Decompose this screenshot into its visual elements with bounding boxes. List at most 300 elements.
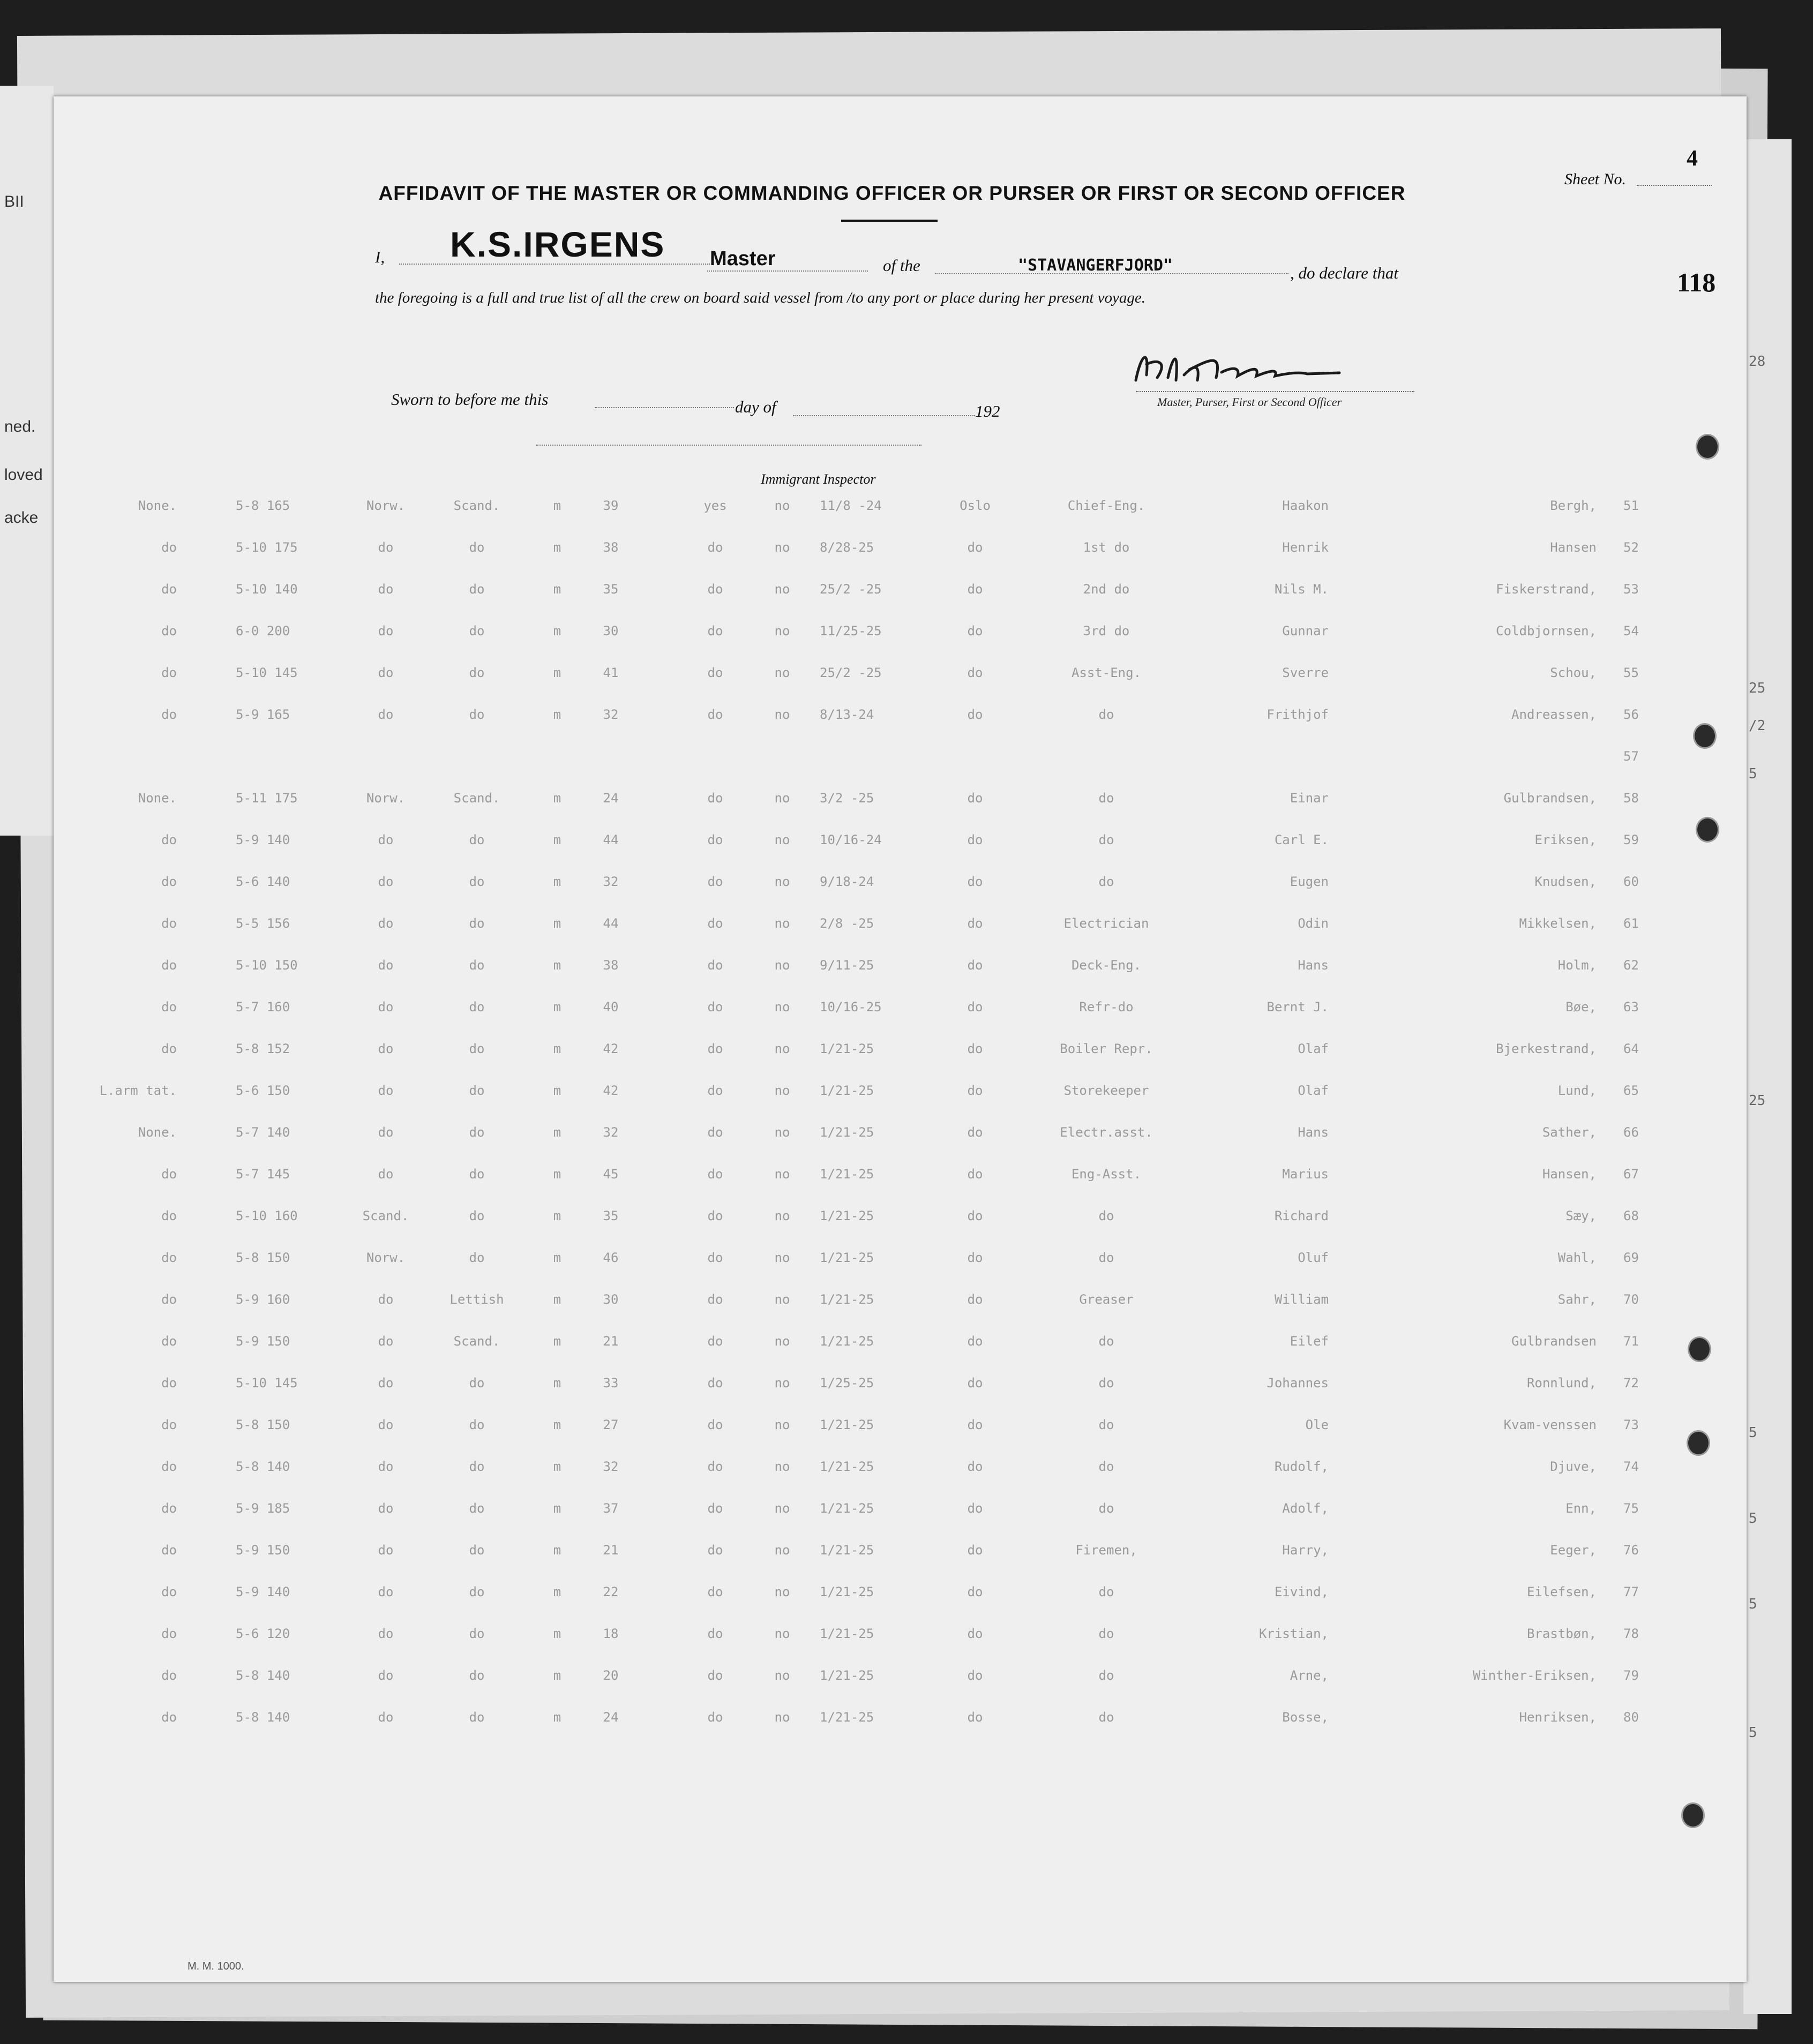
crew-sex-cell: m bbox=[553, 1125, 561, 1140]
crew-surname-cell: Andreassen, bbox=[1511, 707, 1597, 722]
crew-marks-cell: do bbox=[161, 1334, 177, 1349]
crew-dis-cell: no bbox=[774, 832, 790, 847]
crew-ship2-cell: do bbox=[469, 623, 485, 638]
crew-no-cell: 68 bbox=[1623, 1208, 1639, 1223]
crew-sex-cell: m bbox=[553, 832, 561, 847]
crew-dis-cell: no bbox=[774, 707, 790, 722]
crew-surname-cell: Winther-Eriksen, bbox=[1472, 1668, 1597, 1683]
crew-rank-cell: do bbox=[1098, 1334, 1114, 1349]
crew-sex-cell: m bbox=[553, 916, 561, 931]
crew-ship2-cell: do bbox=[469, 1083, 485, 1098]
crew-age-cell: 38 bbox=[603, 540, 619, 555]
crew-ship-cell: do bbox=[967, 1626, 983, 1641]
crew-rank-cell: do bbox=[1098, 1250, 1114, 1265]
crew-ship2-cell: do bbox=[469, 916, 485, 931]
crew-given-cell: Marius bbox=[1282, 1167, 1329, 1182]
crew-age-cell: 33 bbox=[603, 1376, 619, 1391]
crew-nat-cell: Norw. bbox=[366, 791, 406, 806]
crew-no-cell: 80 bbox=[1623, 1710, 1639, 1725]
crew-ship2-cell: do bbox=[469, 1710, 485, 1725]
crew-marks-cell: None. bbox=[138, 791, 177, 806]
crew-no-cell: 60 bbox=[1623, 874, 1639, 889]
crew-nat-cell: do bbox=[378, 1459, 394, 1474]
crew-surname-cell: Sahr, bbox=[1557, 1292, 1597, 1307]
crew-given-cell: Einar bbox=[1290, 791, 1329, 806]
crew-marks-cell: do bbox=[161, 1710, 177, 1725]
crew-able-cell: do bbox=[707, 1167, 723, 1182]
crew-age-cell: 32 bbox=[603, 707, 619, 722]
crew-hgt-cell: 5-9 185 bbox=[236, 1501, 290, 1516]
crew-ship-cell: do bbox=[967, 1167, 983, 1182]
table-row bbox=[107, 749, 1693, 791]
crew-hgt-cell: 5-9 165 bbox=[236, 707, 290, 722]
crew-marks-cell: do bbox=[161, 958, 177, 973]
crew-nat-cell: do bbox=[378, 1334, 394, 1349]
crew-no-cell: 62 bbox=[1623, 958, 1639, 973]
crew-date-cell: 25/2 -25 bbox=[820, 582, 882, 597]
right-edge-text: 5 bbox=[1749, 1425, 1757, 1441]
crew-surname-cell: Holm, bbox=[1557, 958, 1597, 973]
crew-surname-cell: Ronnlund, bbox=[1526, 1376, 1597, 1391]
crew-dis-cell: no bbox=[774, 1584, 790, 1599]
signature-line bbox=[1136, 391, 1414, 392]
crew-date-cell: 10/16-25 bbox=[820, 1000, 882, 1015]
crew-dis-cell: no bbox=[774, 1376, 790, 1391]
right-edge-sheet bbox=[1743, 139, 1792, 2014]
crew-rank-cell: do bbox=[1098, 1710, 1114, 1725]
table-row bbox=[107, 1417, 1693, 1459]
crew-ship-cell: do bbox=[967, 1334, 983, 1349]
crew-age-cell: 42 bbox=[603, 1041, 619, 1056]
crew-sex-cell: m bbox=[553, 1041, 561, 1056]
table-row bbox=[107, 958, 1693, 1000]
crew-given-cell: Odin bbox=[1298, 916, 1329, 931]
crew-date-cell: 1/21-25 bbox=[820, 1041, 874, 1056]
crew-age-cell: 45 bbox=[603, 1167, 619, 1182]
crew-able-cell: do bbox=[707, 623, 723, 638]
crew-rank-cell: Electrician bbox=[1063, 916, 1149, 931]
crew-rank-cell: do bbox=[1098, 791, 1114, 806]
master-title: Master bbox=[710, 247, 776, 270]
crew-surname-cell: Enn, bbox=[1565, 1501, 1597, 1516]
crew-ship-cell: do bbox=[967, 1000, 983, 1015]
crew-rank-cell: do bbox=[1098, 1376, 1114, 1391]
crew-age-cell: 42 bbox=[603, 1083, 619, 1098]
crew-dis-cell: no bbox=[774, 1417, 790, 1432]
crew-dis-cell: no bbox=[774, 1292, 790, 1307]
crew-dis-cell: no bbox=[774, 791, 790, 806]
crew-sex-cell: m bbox=[553, 1626, 561, 1641]
crew-ship-cell: do bbox=[967, 1459, 983, 1474]
crew-age-cell: 40 bbox=[603, 1000, 619, 1015]
crew-nat-cell: do bbox=[378, 1083, 394, 1098]
crew-no-cell: 74 bbox=[1623, 1459, 1639, 1474]
crew-ship2-cell: do bbox=[469, 1417, 485, 1432]
crew-marks-cell: do bbox=[161, 1376, 177, 1391]
crew-given-cell: Olaf bbox=[1298, 1083, 1329, 1098]
crew-dis-cell: no bbox=[774, 1459, 790, 1474]
crew-ship-cell: do bbox=[967, 582, 983, 597]
crew-marks-cell: do bbox=[161, 1250, 177, 1265]
table-row bbox=[107, 1668, 1693, 1710]
crew-hgt-cell: 5-11 175 bbox=[236, 791, 298, 806]
crew-sex-cell: m bbox=[553, 1543, 561, 1558]
crew-able-cell: do bbox=[707, 1459, 723, 1474]
crew-surname-cell: Brastbøn, bbox=[1526, 1626, 1597, 1641]
crew-dis-cell: no bbox=[774, 1710, 790, 1725]
sworn-year: 192 bbox=[975, 402, 1000, 420]
crew-marks-cell: do bbox=[161, 707, 177, 722]
crew-date-cell: 1/21-25 bbox=[820, 1167, 874, 1182]
master-signature bbox=[1125, 343, 1404, 391]
crew-able-cell: do bbox=[707, 1041, 723, 1056]
crew-dis-cell: no bbox=[774, 623, 790, 638]
right-edge-text: 5 bbox=[1749, 766, 1757, 782]
crew-ship-cell: do bbox=[967, 1083, 983, 1098]
crew-hgt-cell: 5-9 140 bbox=[236, 832, 290, 847]
heading-rule bbox=[841, 220, 938, 222]
crew-given-cell: Eivind, bbox=[1274, 1584, 1329, 1599]
master-name: K.S.IRGENS bbox=[450, 224, 665, 264]
crew-rank-cell: do bbox=[1098, 1584, 1114, 1599]
crew-ship-cell: do bbox=[967, 1710, 983, 1725]
crew-date-cell: 1/21-25 bbox=[820, 1543, 874, 1558]
left-margin-text: acke bbox=[4, 509, 39, 527]
crew-age-cell: 20 bbox=[603, 1668, 619, 1683]
right-edge-text: 5 bbox=[1749, 1511, 1757, 1527]
crew-dis-cell: no bbox=[774, 1668, 790, 1683]
crew-hgt-cell: 5-6 120 bbox=[236, 1626, 290, 1641]
crew-no-cell: 51 bbox=[1623, 498, 1639, 513]
crew-nat-cell: do bbox=[378, 832, 394, 847]
table-row bbox=[107, 874, 1693, 916]
crew-marks-cell: do bbox=[161, 1000, 177, 1015]
crew-dis-cell: no bbox=[774, 1041, 790, 1056]
crew-ship-cell: do bbox=[967, 707, 983, 722]
crew-age-cell: 38 bbox=[603, 958, 619, 973]
crew-hgt-cell: 5-7 145 bbox=[236, 1167, 290, 1182]
crew-rank-cell: do bbox=[1098, 1626, 1114, 1641]
crew-surname-cell: Sæy, bbox=[1565, 1208, 1597, 1223]
crew-able-cell: do bbox=[707, 916, 723, 931]
right-edge-text: 28 bbox=[1749, 354, 1766, 370]
crew-able-cell: do bbox=[707, 791, 723, 806]
crew-ship-cell: do bbox=[967, 1417, 983, 1432]
crew-able-cell: do bbox=[707, 1543, 723, 1558]
crew-surname-cell: Mikkelsen, bbox=[1519, 916, 1597, 931]
crew-ship-cell: do bbox=[967, 1501, 983, 1516]
table-row bbox=[107, 1626, 1693, 1668]
crew-rank-cell: Boiler Repr. bbox=[1060, 1041, 1153, 1056]
crew-date-cell: 1/21-25 bbox=[820, 1626, 874, 1641]
crew-no-cell: 56 bbox=[1623, 707, 1639, 722]
crew-hgt-cell: 5-7 160 bbox=[236, 1000, 290, 1015]
crew-ship-cell: do bbox=[967, 623, 983, 638]
crew-given-cell: Bernt J. bbox=[1267, 1000, 1329, 1015]
table-row bbox=[107, 582, 1693, 623]
crew-ship2-cell: do bbox=[469, 1041, 485, 1056]
crew-able-cell: do bbox=[707, 1000, 723, 1015]
crew-able-cell: do bbox=[707, 1125, 723, 1140]
table-row bbox=[107, 707, 1693, 749]
crew-no-cell: 70 bbox=[1623, 1292, 1639, 1307]
form-code: M. M. 1000. bbox=[188, 1960, 244, 1972]
crew-given-cell: Oluf bbox=[1298, 1250, 1329, 1265]
crew-sex-cell: m bbox=[553, 665, 561, 680]
crew-dis-cell: no bbox=[774, 1208, 790, 1223]
crew-given-cell: Hans bbox=[1298, 1125, 1329, 1140]
crew-able-cell: do bbox=[707, 1292, 723, 1307]
right-edge-text: 5 bbox=[1749, 1596, 1757, 1612]
crew-dis-cell: no bbox=[774, 540, 790, 555]
crew-given-cell: Kristian, bbox=[1258, 1626, 1329, 1641]
crew-dis-cell: no bbox=[774, 1167, 790, 1182]
crew-sex-cell: m bbox=[553, 623, 561, 638]
crew-dis-cell: no bbox=[774, 1501, 790, 1516]
crew-date-cell: 1/21-25 bbox=[820, 1125, 874, 1140]
table-row bbox=[107, 916, 1693, 958]
crew-ship-cell: do bbox=[967, 916, 983, 931]
declaration-suffix: , do declare that bbox=[1290, 264, 1399, 282]
crew-no-cell: 59 bbox=[1623, 832, 1639, 847]
crew-no-cell: 79 bbox=[1623, 1668, 1639, 1683]
crew-surname-cell: Eeger, bbox=[1550, 1543, 1597, 1558]
crew-no-cell: 67 bbox=[1623, 1167, 1639, 1182]
crew-date-cell: 3/2 -25 bbox=[820, 791, 874, 806]
crew-surname-cell: Sather, bbox=[1542, 1125, 1597, 1140]
crew-able-cell: do bbox=[707, 1417, 723, 1432]
crew-sex-cell: m bbox=[553, 1292, 561, 1307]
crew-ship-cell: Oslo bbox=[960, 498, 991, 513]
crew-marks-cell: do bbox=[161, 1543, 177, 1558]
crew-no-cell: 66 bbox=[1623, 1125, 1639, 1140]
crew-ship-cell: do bbox=[967, 1376, 983, 1391]
crew-no-cell: 71 bbox=[1623, 1334, 1639, 1349]
crew-given-cell: Adolf, bbox=[1282, 1501, 1329, 1516]
crew-hgt-cell: 5-7 140 bbox=[236, 1125, 290, 1140]
crew-sex-cell: m bbox=[553, 540, 561, 555]
crew-sex-cell: m bbox=[553, 791, 561, 806]
sheet-number: 4 bbox=[1687, 146, 1698, 171]
crew-dis-cell: no bbox=[774, 1626, 790, 1641]
title-line bbox=[707, 270, 868, 272]
crew-able-cell: do bbox=[707, 1250, 723, 1265]
crew-hgt-cell: 5-8 140 bbox=[236, 1710, 290, 1725]
page-number: 118 bbox=[1677, 267, 1716, 297]
crew-dis-cell: no bbox=[774, 1083, 790, 1098]
crew-nat-cell: do bbox=[378, 1626, 394, 1641]
crew-sex-cell: m bbox=[553, 1584, 561, 1599]
crew-given-cell: Richard bbox=[1274, 1208, 1329, 1223]
crew-date-cell: 10/16-24 bbox=[820, 832, 882, 847]
crew-hgt-cell: 5-8 150 bbox=[236, 1250, 290, 1265]
crew-sex-cell: m bbox=[553, 958, 561, 973]
table-row bbox=[107, 1376, 1693, 1417]
crew-marks-cell: do bbox=[161, 832, 177, 847]
of-the-label: of the bbox=[883, 256, 920, 275]
crew-sex-cell: m bbox=[553, 707, 561, 722]
crew-age-cell: 35 bbox=[603, 582, 619, 597]
crew-surname-cell: Gulbrandsen, bbox=[1503, 791, 1597, 806]
crew-marks-cell: do bbox=[161, 1626, 177, 1641]
crew-dis-cell: no bbox=[774, 1000, 790, 1015]
table-row bbox=[107, 1000, 1693, 1041]
crew-ship2-cell: do bbox=[469, 540, 485, 555]
crew-nat-cell: do bbox=[378, 1710, 394, 1725]
crew-ship-cell: do bbox=[967, 958, 983, 973]
crew-nat-cell: do bbox=[378, 916, 394, 931]
crew-nat-cell: Scand. bbox=[362, 1208, 409, 1223]
crew-ship2-cell: Lettish bbox=[449, 1292, 504, 1307]
left-margin-text: ned. bbox=[4, 418, 36, 435]
crew-rank-cell: Firemen, bbox=[1075, 1543, 1137, 1558]
crew-dis-cell: no bbox=[774, 1543, 790, 1558]
crew-able-cell: do bbox=[707, 540, 723, 555]
crew-able-cell: yes bbox=[703, 498, 727, 513]
declaration-text: the foregoing is a full and true list of all the crew on board said vessel from /to any port or place during her present voyage. bbox=[375, 289, 1146, 306]
crew-date-cell: 9/18-24 bbox=[820, 874, 874, 889]
crew-no-cell: 77 bbox=[1623, 1584, 1639, 1599]
crew-ship2-cell: do bbox=[469, 1543, 485, 1558]
crew-nat-cell: do bbox=[378, 623, 394, 638]
crew-age-cell: 22 bbox=[603, 1584, 619, 1599]
crew-ship2-cell: do bbox=[469, 1501, 485, 1516]
crew-surname-cell: Coldbjornsen, bbox=[1496, 623, 1597, 638]
crew-no-cell: 53 bbox=[1623, 582, 1639, 597]
crew-given-cell: William bbox=[1274, 1292, 1329, 1307]
table-row bbox=[107, 623, 1693, 665]
crew-ship2-cell: do bbox=[469, 1459, 485, 1474]
crew-age-cell: 32 bbox=[603, 874, 619, 889]
crew-hgt-cell: 5-6 150 bbox=[236, 1083, 290, 1098]
crew-sex-cell: m bbox=[553, 1501, 561, 1516]
crew-nat-cell: do bbox=[378, 1000, 394, 1015]
crew-nat-cell: do bbox=[378, 540, 394, 555]
crew-able-cell: do bbox=[707, 582, 723, 597]
crew-nat-cell: do bbox=[378, 1668, 394, 1683]
crew-no-cell: 63 bbox=[1623, 1000, 1639, 1015]
crew-age-cell: 24 bbox=[603, 1710, 619, 1725]
table-row bbox=[107, 1292, 1693, 1334]
crew-surname-cell: Schou, bbox=[1550, 665, 1597, 680]
crew-date-cell: 1/21-25 bbox=[820, 1459, 874, 1474]
crew-sex-cell: m bbox=[553, 582, 561, 597]
crew-marks-cell: do bbox=[161, 1501, 177, 1516]
crew-marks-cell: do bbox=[161, 1584, 177, 1599]
crew-sex-cell: m bbox=[553, 1417, 561, 1432]
crew-date-cell: 8/13-24 bbox=[820, 707, 874, 722]
crew-hgt-cell: 5-9 140 bbox=[236, 1584, 290, 1599]
crew-sex-cell: m bbox=[553, 1250, 561, 1265]
crew-rank-cell: do bbox=[1098, 832, 1114, 847]
crew-dis-cell: no bbox=[774, 1334, 790, 1349]
crew-dis-cell: no bbox=[774, 498, 790, 513]
sheet-no-label: Sheet No. bbox=[1564, 170, 1626, 188]
crew-ship2-cell: Scand. bbox=[453, 1334, 500, 1349]
crew-marks-cell: do bbox=[161, 540, 177, 555]
crew-sex-cell: m bbox=[553, 1000, 561, 1015]
crew-rank-cell: do bbox=[1098, 707, 1114, 722]
crew-able-cell: do bbox=[707, 958, 723, 973]
crew-date-cell: 1/21-25 bbox=[820, 1083, 874, 1098]
crew-ship2-cell: do bbox=[469, 582, 485, 597]
crew-rank-cell: Greaser bbox=[1079, 1292, 1134, 1307]
crew-marks-cell: do bbox=[161, 1041, 177, 1056]
crew-age-cell: 21 bbox=[603, 1334, 619, 1349]
crew-ship2-cell: do bbox=[469, 874, 485, 889]
crew-rank-cell: Eng-Asst. bbox=[1071, 1167, 1142, 1182]
crew-date-cell: 9/11-25 bbox=[820, 958, 874, 973]
table-row bbox=[107, 498, 1693, 540]
crew-nat-cell: do bbox=[378, 1125, 394, 1140]
crew-marks-cell: do bbox=[161, 582, 177, 597]
crew-able-cell: do bbox=[707, 665, 723, 680]
crew-surname-cell: Eilefsen, bbox=[1526, 1584, 1597, 1599]
crew-marks-cell: None. bbox=[138, 1125, 177, 1140]
crew-ship2-cell: do bbox=[469, 707, 485, 722]
crew-rank-cell: 2nd do bbox=[1083, 582, 1130, 597]
crew-ship2-cell: do bbox=[469, 1376, 485, 1391]
crew-able-cell: do bbox=[707, 1626, 723, 1641]
crew-date-cell: 1/21-25 bbox=[820, 1501, 874, 1516]
sworn-day-line bbox=[595, 407, 734, 408]
crew-no-cell: 75 bbox=[1623, 1501, 1639, 1516]
crew-age-cell: 30 bbox=[603, 1292, 619, 1307]
crew-surname-cell: Knudsen, bbox=[1534, 874, 1597, 889]
crew-rank-cell: Refr-do bbox=[1079, 1000, 1134, 1015]
crew-able-cell: do bbox=[707, 1710, 723, 1725]
crew-dis-cell: no bbox=[774, 874, 790, 889]
crew-marks-cell: L.arm tat. bbox=[99, 1083, 177, 1098]
crew-sex-cell: m bbox=[553, 1167, 561, 1182]
crew-no-cell: 78 bbox=[1623, 1626, 1639, 1641]
crew-ship-cell: do bbox=[967, 1292, 983, 1307]
crew-dis-cell: no bbox=[774, 916, 790, 931]
table-row bbox=[107, 540, 1693, 582]
crew-able-cell: do bbox=[707, 1668, 723, 1683]
crew-age-cell: 30 bbox=[603, 623, 619, 638]
crew-hgt-cell: 5-9 150 bbox=[236, 1334, 290, 1349]
crew-surname-cell: Kvam-venssen bbox=[1503, 1417, 1597, 1432]
crew-no-cell: 69 bbox=[1623, 1250, 1639, 1265]
affidavit-heading: AFFIDAVIT OF THE MASTER OR COMMANDING OFFICER OR PURSER OR FIRST OR SECOND OFFICER bbox=[378, 182, 1406, 204]
crew-surname-cell: Eriksen, bbox=[1534, 832, 1597, 847]
punch-hole bbox=[1696, 434, 1719, 460]
crew-age-cell: 32 bbox=[603, 1125, 619, 1140]
crew-rank-cell: 1st do bbox=[1083, 540, 1130, 555]
crew-given-cell: Arne, bbox=[1290, 1668, 1329, 1683]
crew-rank-cell: Chief-Eng. bbox=[1067, 498, 1145, 513]
table-row bbox=[107, 1543, 1693, 1584]
crew-able-cell: do bbox=[707, 832, 723, 847]
crew-given-cell: Rudolf, bbox=[1274, 1459, 1329, 1474]
crew-ship-cell: do bbox=[967, 874, 983, 889]
table-row bbox=[107, 1501, 1693, 1543]
crew-date-cell: 8/28-25 bbox=[820, 540, 874, 555]
crew-hgt-cell: 5-9 150 bbox=[236, 1543, 290, 1558]
punch-hole bbox=[1693, 723, 1717, 749]
right-edge-text: 5 bbox=[1749, 1725, 1757, 1741]
crew-surname-cell: Wahl, bbox=[1557, 1250, 1597, 1265]
crew-nat-cell: do bbox=[378, 1501, 394, 1516]
crew-nat-cell: do bbox=[378, 1376, 394, 1391]
crew-given-cell: Gunnar bbox=[1282, 623, 1329, 638]
crew-given-cell: Carl E. bbox=[1274, 832, 1329, 847]
crew-ship2-cell: do bbox=[469, 958, 485, 973]
crew-hgt-cell: 5-10 160 bbox=[236, 1208, 298, 1223]
crew-date-cell: 1/21-25 bbox=[820, 1668, 874, 1683]
crew-given-cell: Hans bbox=[1298, 958, 1329, 973]
